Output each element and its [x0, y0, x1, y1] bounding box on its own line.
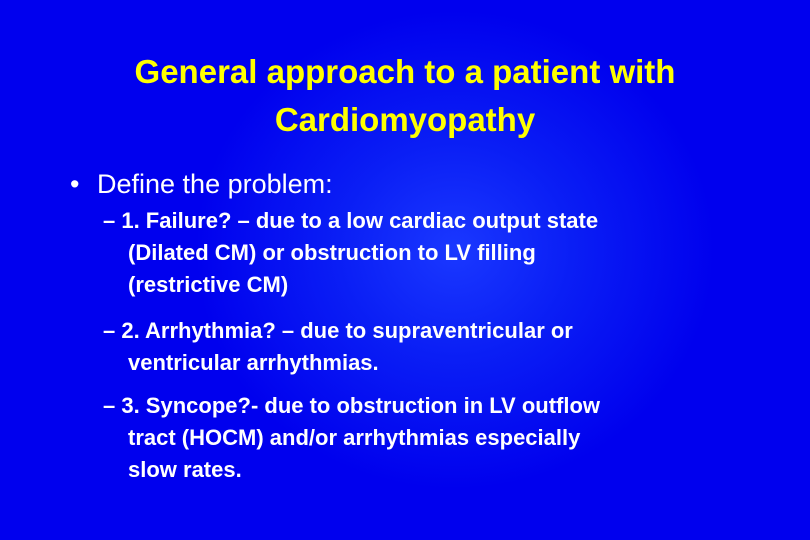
- subpoint-line: – 2. Arrhythmia? – due to supraventricular or: [103, 318, 573, 343]
- subpoint-line: slow rates.: [128, 457, 242, 482]
- subpoint-line: – 1. Failure? – due to a low cardiac output state: [103, 208, 599, 233]
- title-line-2: Cardiomyopathy: [274, 101, 536, 138]
- bullet-text: Define the problem:: [97, 169, 333, 199]
- title-line-1: General approach to a patient with: [134, 53, 676, 90]
- subpoint-line: (Dilated CM) or obstruction to LV filling: [128, 240, 536, 265]
- bullet-marker: •: [70, 169, 80, 199]
- slide-title: [0, 48, 810, 144]
- main-bullet: [70, 166, 333, 202]
- subpoint-line: ventricular arrhythmias.: [128, 350, 379, 375]
- subpoint-line: tract (HOCM) and/or arrhythmias especially: [128, 425, 581, 450]
- subpoint-syncope: [103, 390, 600, 486]
- subpoint-line: (restrictive CM): [128, 272, 289, 297]
- subpoint-failure: [103, 205, 598, 301]
- subpoint-line: – 3. Syncope?- due to obstruction in LV outflow: [103, 393, 601, 418]
- subpoint-arrhythmia: [103, 315, 573, 379]
